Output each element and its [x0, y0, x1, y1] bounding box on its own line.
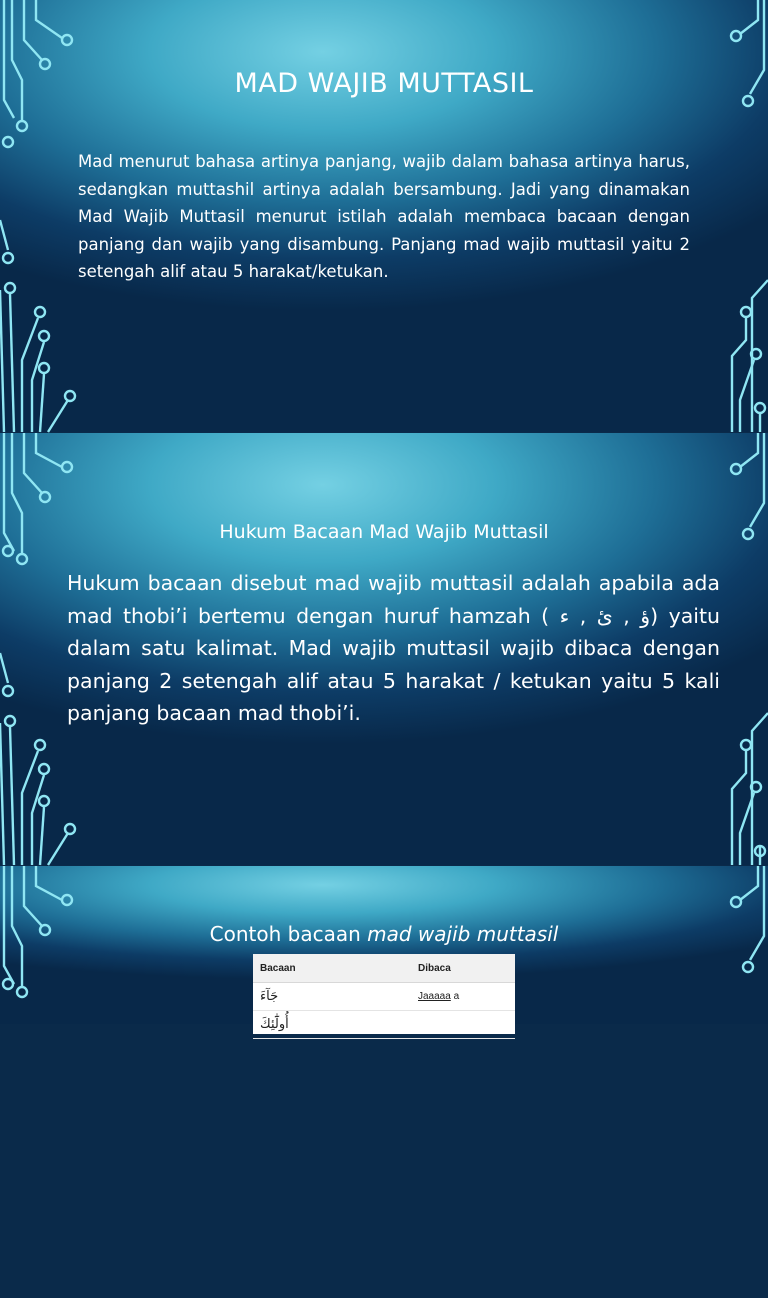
table-cell-dibaca-rest: a [450, 991, 460, 1002]
circuit-decoration-left [0, 0, 90, 432]
slide-title [0, 922, 768, 946]
slide-body-text: Hukum bacaan disebut mad wajib muttasil adalah apabila ada mad thobi’i bertemu dengan huruf hamzah ( ؤ , ئ , ء) yaitu dalam satu kalimat. Mad wajib muttasil wajib dibaca dengan panjang 2 setengah alif atau 5 harakat / ketukan yaitu 5 kali panjang bacaan mad thobi’i. [67, 571, 721, 725]
circuit-decoration-right [678, 0, 768, 432]
table-cell-bacaan: أُولَٰٓئِكَ [260, 1017, 289, 1032]
table-header-dibaca: Dibaca [418, 962, 451, 974]
slide-1 [0, 0, 768, 432]
table-cell-dibaca-underlined: Jaaaaa [418, 991, 451, 1002]
table-cell-bacaan: جَآءَ [260, 989, 279, 1004]
slide-3 [0, 866, 768, 1032]
table-header-bacaan: Bacaan [260, 962, 296, 974]
table-row [253, 983, 515, 1011]
slide-body-text: Mad menurut bahasa artinya panjang, wajib dalam bahasa artinya harus, sedangkan muttashil artinya adalah bersambung. Jadi yang dinamakan Mad Wajib Muttasil menurut istilah adalah membaca bacaan dengan panjang dan wajib yang disambung. Panjang mad wajib muttasil yaitu 2 setengah alif atau 5 harakat/ketukan. [78, 152, 690, 281]
slide-title: MAD WAJIB MUTTASIL [234, 68, 534, 99]
example-table [253, 954, 515, 1034]
slide-2 [0, 433, 768, 865]
table-header-row [253, 954, 515, 983]
slide-title-plain: Contoh bacaan [209, 922, 368, 946]
slide-title: Hukum Bacaan Mad Wajib Muttasil [219, 521, 549, 543]
table-row [253, 1011, 515, 1039]
slide-title-italic: mad wajib muttasil [367, 922, 559, 946]
